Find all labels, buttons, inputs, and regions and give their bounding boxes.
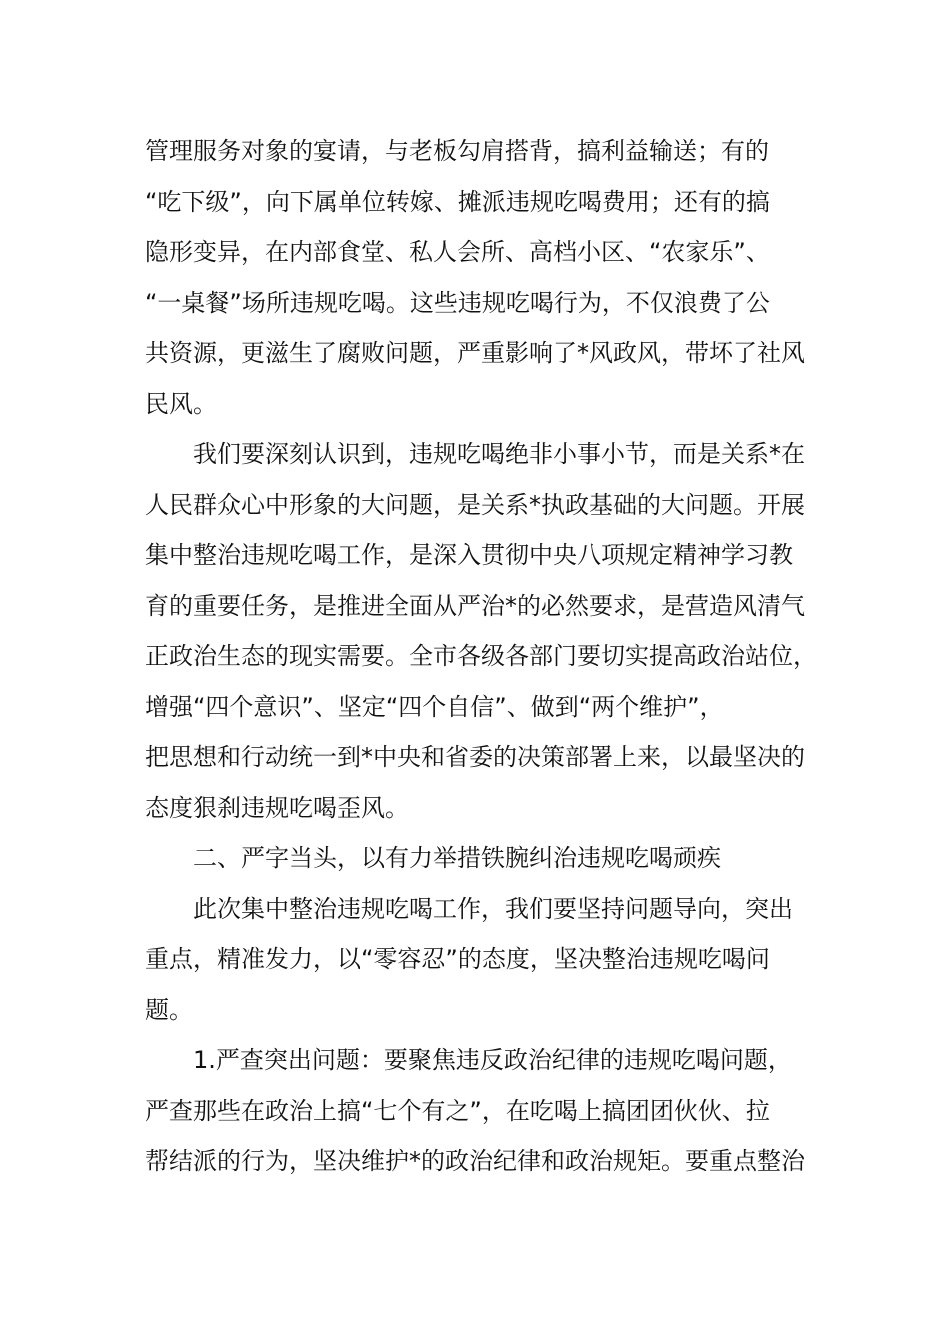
text-line: 严查那些在政治上搞“七个有之”，在吃喝上搞团团伙伙、拉: [145, 1096, 770, 1125]
text-line: 正政治生态的现实需要。全市各级各部门要切实提高政治站位，: [145, 642, 817, 670]
text-line: 集中整治违规吃喝工作，是深入贯彻中央八项规定精神学习教: [145, 541, 793, 569]
text-line: 把思想和行动统一到*中央和省委的决策部署上来，以最坚决的: [145, 743, 805, 771]
paragraph: [145, 429, 817, 833]
paragraph: [145, 884, 805, 1036]
text-line: 1.严查突出问题：要聚焦违反政治纪律的违规吃喝问题，: [193, 1046, 792, 1074]
text-line: 我们要深刻认识到，违规吃喝绝非小事小节，而是关系*在: [193, 440, 805, 468]
text-line: 民风。: [145, 389, 217, 418]
section-heading: [145, 833, 805, 884]
paragraph: [145, 1035, 805, 1187]
text-line: 此次集中整治违规吃喝工作，我们要坚持问题导向，突出: [193, 894, 793, 923]
text-line: “吃下级”，向下属单位转嫁、摊派违规吃喝费用；还有的搞: [145, 187, 770, 216]
paragraph: [145, 126, 805, 429]
text-line: 重点，精准发力，以“零容忍”的态度，坚决整治违规吃喝问: [145, 945, 770, 973]
text-line: 隐形变异，在内部食堂、私人会所、高档小区、“农家乐”、: [145, 238, 770, 266]
text-line: 管理服务对象的宴请，与老板勾肩搭背，搞利益输送；有的: [145, 137, 769, 165]
text-line: “一桌餐”场所违规吃喝。这些违规吃喝行为，不仅浪费了公: [145, 288, 770, 317]
document-body: [145, 126, 817, 1187]
text-line: 人民群众心中形象的大问题，是关系*执政基础的大问题。开展: [145, 490, 805, 519]
text-line: 增强“四个意识”、坚定“四个自信”、做到“两个维护”，: [145, 692, 724, 721]
text-line: 题。: [145, 995, 193, 1024]
section-heading-text: 二、严字当头，以有力举措铁腕纠治违规吃喝顽疾: [193, 844, 721, 872]
text-line: 帮结派的行为，坚决维护*的政治纪律和政治规矩。要重点整治: [145, 1147, 805, 1175]
text-line: 态度狠刹违规吃喝歪风。: [145, 793, 409, 822]
text-line: 共资源，更滋生了腐败问题，严重影响了*风政风，带坏了社风: [145, 339, 805, 367]
text-line: 育的重要任务，是推进全面从严治*的必然要求，是营造风清气: [145, 591, 805, 620]
